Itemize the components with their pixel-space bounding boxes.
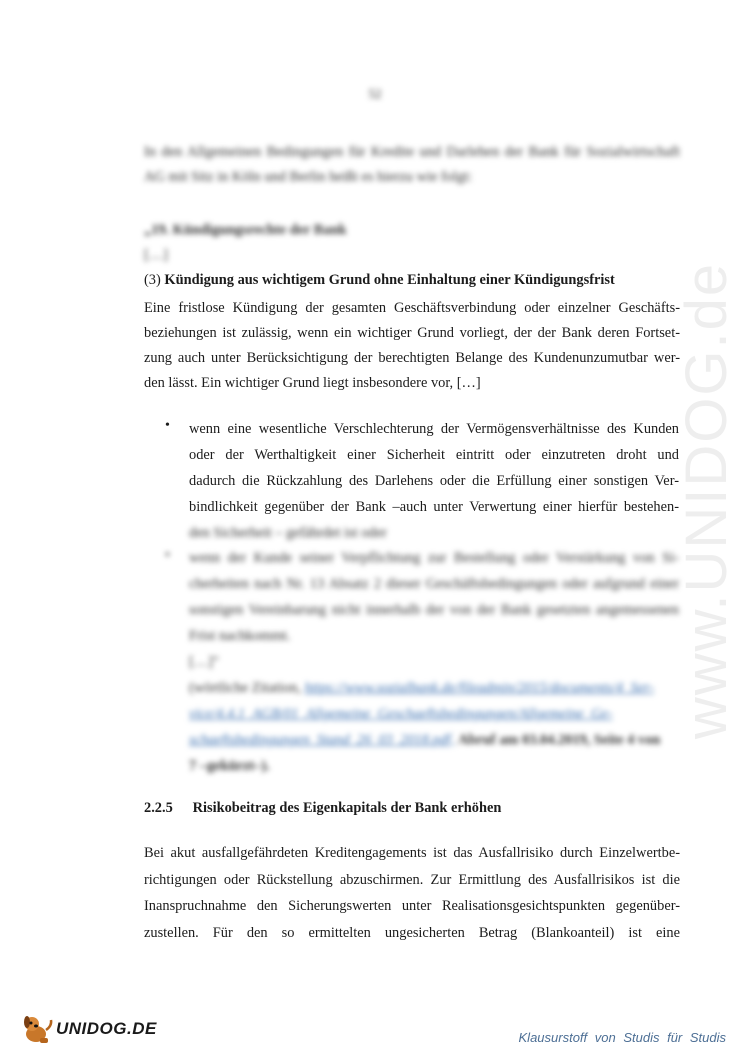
watermark bbox=[672, 261, 742, 739]
citation-prefix: (wörtliche Zitation, bbox=[189, 680, 301, 696]
subsection-heading bbox=[144, 268, 680, 293]
bullet-line: bindlichkeit gegenüber der Bank –auch unter Verwertung einer hierfür bestehen- bbox=[189, 499, 679, 515]
bullet-line: cherheiten nach Nr. 13 Absatz 2 dieser Geschäftsbedingungen oder aufgrund einer bbox=[189, 576, 679, 592]
bullet-line: wenn der Kunde seiner Verpflichtung zur Bestellung oder Verstärkung von Si- bbox=[189, 550, 679, 566]
subsection-number: (3) bbox=[144, 272, 161, 288]
quote-ellipsis: […] bbox=[144, 247, 168, 263]
bullet-line: sonstigen Vereinbarung nicht innerhalb der von der Bank gesetzten angemessenen bbox=[189, 602, 679, 618]
bullet-item-2 bbox=[189, 545, 679, 779]
section-line: Inanspruchnahme den Sicherungswerten unter Realisationsgesichtspunkten gegenüber- bbox=[144, 898, 680, 914]
bullet-line: oder der Werthaltigkeit einer Sicherheit eintritt oder einzutreten droht und bbox=[189, 447, 679, 463]
logo-text: UNIDOG.DE bbox=[56, 1019, 157, 1038]
citation-suffix: Abruf am 03.04.2019, Seite 4 von bbox=[458, 732, 661, 748]
quote-heading: „19. Kündigungsrechte der Bank bbox=[144, 222, 347, 238]
paragraph-line: Eine fristlose Kündigung der gesamten Geschäftsverbindung oder einzelner Geschäfts- bbox=[144, 300, 680, 316]
bullet-line: wenn eine wesentliche Verschlechterung der Vermögensverhältnisse des Kunden bbox=[189, 421, 679, 437]
footer-logo[interactable] bbox=[20, 1012, 157, 1046]
bullet-line: Frist nachkommt. bbox=[189, 628, 291, 644]
bullet-marker: • bbox=[165, 548, 170, 563]
page-number: 52 bbox=[368, 86, 382, 101]
paragraph-line: den lässt. Ein wichtiger Grund liegt insbesondere vor, […] bbox=[144, 375, 481, 391]
section-title: Risikobeitrag des Eigenkapitals der Bank erhöhen bbox=[192, 800, 502, 816]
section-line: Bei akut ausfallgefährdeten Kreditengagements ist das Ausfallrisiko durch Einzelwertbe- bbox=[144, 845, 680, 861]
dog-icon bbox=[20, 1012, 54, 1046]
bullet-line-blurred: den Sicherheit – gefährdet ist oder bbox=[189, 525, 387, 541]
body-paragraph bbox=[144, 296, 680, 396]
citation-link[interactable]: schaeftsbedingungen_Stand_26_03_2018.pdf, bbox=[189, 732, 455, 748]
section-line: richtigungen oder Rückstellung abzuschirmen. Zur Ermittlung des Ausfallrisikos ist die bbox=[144, 871, 680, 888]
section-paragraph bbox=[144, 840, 680, 946]
intro-line-1: In den Allgemeinen Bedingungen für Kredite und Darlehen der Bank für Sozialwirtschaft bbox=[144, 144, 680, 160]
section-heading bbox=[144, 800, 501, 817]
citation-link[interactable]: https://www.sozialbank.de/fileadmin/2015/documents/4_Ser- bbox=[304, 680, 655, 696]
footer-tagline: Klausurstoff von Studis für Studis bbox=[518, 1030, 726, 1045]
bullet-item-1 bbox=[189, 416, 679, 546]
paragraph-line: beziehungen ist zulässig, wenn ein wichtiger Grund vorliegt, der der Bank deren Fortset- bbox=[144, 325, 680, 341]
bullet-line: dadurch die Rückzahlung des Darlehens oder die Erfüllung einer sonstigen Ver- bbox=[189, 473, 679, 489]
citation-line-3 bbox=[189, 727, 679, 753]
citation-line-1 bbox=[189, 675, 679, 701]
citation-line-4: 7 –gekürzt–). bbox=[189, 758, 270, 774]
watermark-text: www.UNIDOG.de bbox=[674, 261, 740, 739]
section-line: zustellen. Für den so ermittelten ungesicherten Betrag (Blankoanteil) ist eine bbox=[144, 924, 680, 941]
citation-link[interactable]: vice/4.4.1_AGB/01_Allgemeine_Geschaeftsbedingungen/Allgemeine_Ge- bbox=[189, 706, 613, 722]
blurred-intro-paragraph bbox=[144, 140, 680, 190]
section-number: 2.2.5 bbox=[144, 800, 173, 816]
bullet-marker: • bbox=[165, 418, 170, 433]
intro-line-2: AG mit Sitz in Köln und Berlin heißt es hierzu wie folgt: bbox=[144, 169, 473, 185]
paragraph-line: zung auch unter Berücksichtigung der berechtigten Belange des Kundenunzumutbar wer- bbox=[144, 350, 680, 366]
quote-end: […]" bbox=[189, 654, 219, 670]
subsection-title: Kündigung aus wichtigem Grund ohne Einhaltung einer Kündigungsfrist bbox=[164, 272, 615, 288]
